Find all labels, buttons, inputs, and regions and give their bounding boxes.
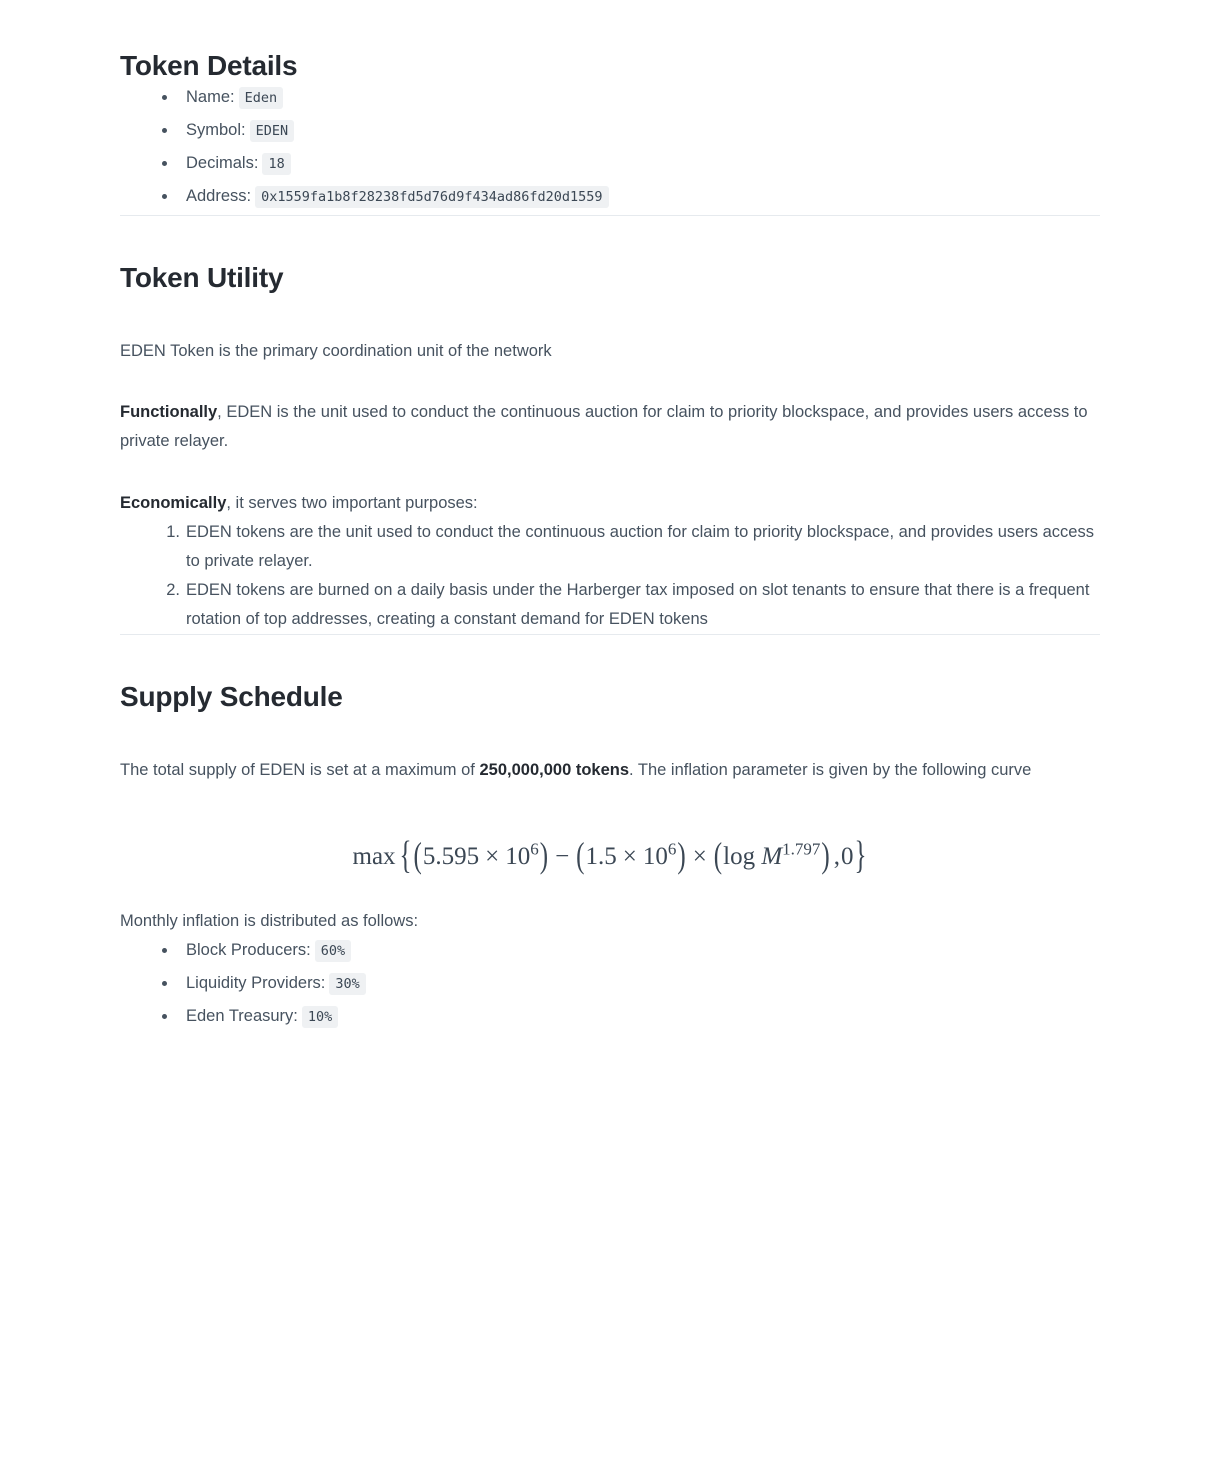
distribution-value-liquidity-providers: 30% [329, 973, 365, 995]
supply-text-after: . The inflation parameter is given by the following curve [629, 760, 1032, 779]
formula-operator: max [352, 843, 396, 871]
distribution-value-eden-treasury: 10% [302, 1006, 338, 1028]
paragraph-functionally [120, 365, 1100, 456]
formula-term1-coefficient: 5.595 [422, 843, 480, 871]
detail-value-decimals: 18 [262, 153, 290, 175]
list-item [162, 149, 1100, 178]
formula-open-paren-3: ( [713, 837, 723, 877]
list-item [162, 83, 1100, 112]
heading-supply-schedule: Supply Schedule [120, 680, 343, 712]
list-item [162, 936, 1100, 965]
formula-close-paren-3: ) [821, 837, 830, 877]
functionally-label: Functionally [120, 403, 218, 422]
detail-value-name: Eden [239, 87, 284, 109]
economic-purposes-list [120, 518, 1100, 634]
formula-zero: 0 [840, 843, 854, 871]
formula-close-brace: } [854, 835, 867, 878]
heading-token-details: Token Details [120, 50, 298, 81]
formula-open-paren-2: ( [576, 837, 585, 877]
formula-minus: − [555, 843, 570, 871]
list-item: EDEN tokens are burned on a daily basis under the Harberger tax imposed on slot tenants to ensure that there is a frequent rotation of top addresses, creating a constant demand for EDEN tokens [186, 580, 1090, 628]
supply-text-before: The total supply of EDEN is set at a maximum of [120, 760, 480, 779]
inflation-formula [352, 835, 868, 878]
distribution-value-block-producers: 60% [315, 940, 351, 962]
list-item [162, 116, 1100, 145]
formula-term1-base: 10 [505, 843, 531, 871]
formula-term1-exponent: 6 [530, 840, 539, 860]
paragraph-economically [120, 456, 1100, 518]
formula-times-1: × [485, 843, 500, 871]
formula-term2-coefficient: 1.5 [585, 843, 617, 871]
paragraph-supply [120, 714, 1100, 785]
formula-close-paren-2: ) [677, 837, 686, 877]
supply-amount: 250,000,000 tokens [479, 760, 630, 779]
formula-log: log [723, 843, 756, 871]
list-item [162, 969, 1100, 998]
detail-value-symbol: EDEN [250, 120, 295, 142]
distribution-label: Eden Treasury: [186, 1007, 298, 1025]
detail-label: Address: [186, 186, 252, 205]
list-item [162, 1002, 1100, 1031]
formula-close-paren-1: ) [539, 837, 549, 877]
list-item [162, 182, 1100, 211]
economically-label: Economically [120, 494, 227, 513]
formula-term2-exponent: 6 [667, 840, 677, 860]
heading-token-utility: Token Utility [120, 261, 284, 293]
economically-text: , it serves two important purposes: [226, 494, 478, 513]
detail-value-address: 0x1559fa1b8f28238fd5d76d9f434ad86fd20d1559 [255, 186, 608, 208]
detail-label: Name: [186, 88, 235, 106]
detail-label: Decimals: [186, 153, 259, 172]
functionally-text: , EDEN is the unit used to conduct the continuous auction for claim to priority blockspace, and provides users access to private relayer. [120, 403, 1088, 451]
list-item: EDEN tokens are the unit used to conduct the continuous auction for claim to priority blockspace, and provides users access to private relayer. [186, 523, 1094, 570]
formula-times-2: × [622, 843, 637, 871]
token-details-list [120, 83, 1100, 211]
distribution-label: Block Producers: [186, 941, 311, 960]
formula-term2-base: 10 [642, 843, 668, 871]
distribution-label: Liquidity Providers: [186, 974, 326, 993]
detail-label: Symbol: [186, 120, 246, 139]
formula-comma: , [833, 843, 840, 871]
formula-times-3: × [692, 843, 707, 871]
paragraph-utility-intro: EDEN Token is the primary coordination unit of the network [120, 341, 552, 360]
formula-variable-exponent: 1.797 [782, 840, 821, 860]
formula-variable: M [761, 843, 783, 871]
distribution-list [120, 936, 1100, 1031]
inflation-formula-block [120, 784, 1100, 878]
formula-open-brace: { [399, 835, 412, 878]
formula-open-paren-1: ( [413, 837, 422, 877]
paragraph-monthly-inflation: Monthly inflation is distributed as follows: [120, 912, 419, 931]
